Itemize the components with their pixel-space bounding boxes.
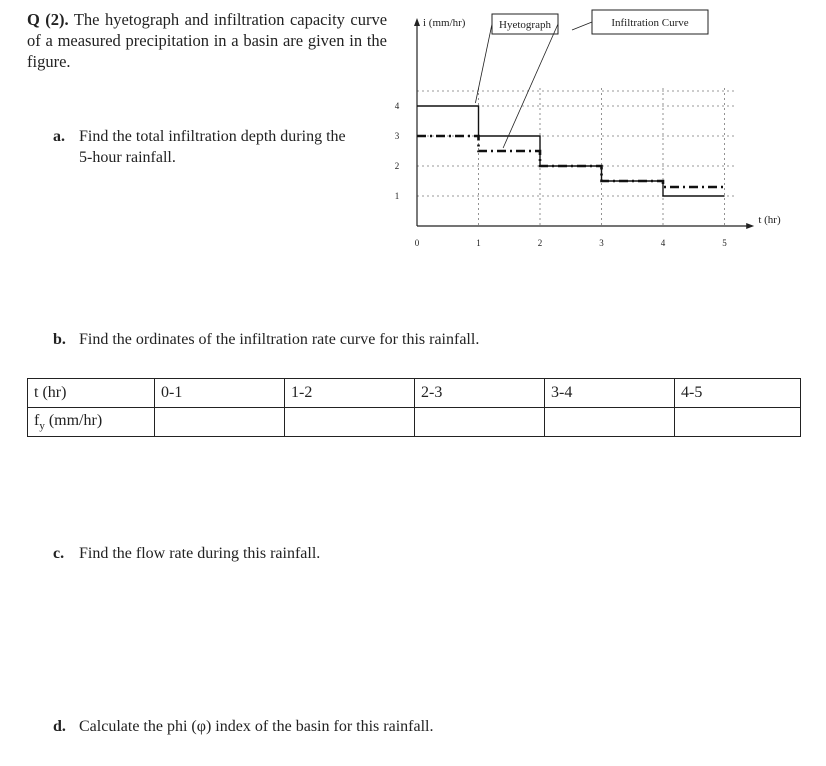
x-tick-label: 2 — [537, 238, 543, 248]
y-tick-label: 1 — [394, 191, 400, 201]
y-axis-arrow — [414, 18, 420, 26]
part-c-label: c. — [53, 545, 65, 562]
x-tick-label: 4 — [660, 238, 666, 248]
x-tick-label: 5 — [722, 238, 727, 248]
part-a-text1: Find the total infiltration depth during the — [79, 128, 346, 145]
hyetograph-series — [417, 106, 725, 196]
x-tick-label: 1 — [476, 238, 481, 248]
answer-cell[interactable] — [415, 408, 545, 437]
question-number: Q (2). — [27, 10, 69, 29]
table-cell-fy — [28, 408, 155, 437]
part-a-text2: 5-hour rainfall. — [79, 149, 176, 166]
part-d-text: Calculate the phi (φ) index of the basin for this rainfall. — [79, 718, 434, 735]
x-axis-arrow — [746, 223, 754, 229]
y-tick-label: 3 — [394, 131, 400, 141]
part-a — [53, 126, 393, 168]
question-body: The hyetograph and infiltration capacity curve of a measured precipitation in a basin are given in the figure. — [27, 10, 388, 71]
table-cell: 0-1 — [155, 379, 285, 408]
infiltration-curve-series — [417, 136, 725, 187]
table-row — [28, 379, 801, 408]
table-cell: 2-3 — [415, 379, 545, 408]
part-b — [53, 329, 479, 350]
legend-label-infiltration: Infiltration Curve — [611, 17, 689, 29]
x-tick-label: 0 — [414, 238, 420, 248]
part-c — [53, 543, 320, 564]
x-tick-label: 3 — [599, 238, 604, 248]
legend-leader-infiltration — [572, 22, 592, 30]
answer-cell[interactable] — [675, 408, 801, 437]
table-cell: 1-2 — [285, 379, 415, 408]
part-a-label: a. — [53, 128, 65, 145]
part-d — [53, 716, 433, 737]
table-cell: t (hr) — [28, 379, 155, 408]
hyetograph-chart — [380, 8, 800, 258]
answer-cell[interactable] — [285, 408, 415, 437]
answer-cell[interactable] — [155, 408, 285, 437]
fy-sub: y — [39, 420, 45, 433]
legend-leader-hyetograph — [503, 24, 558, 148]
answer-cell[interactable] — [545, 408, 675, 437]
y-tick-label: 4 — [394, 101, 400, 111]
x-axis-label: t (hr) — [758, 214, 781, 226]
question-text — [27, 9, 387, 72]
y-tick-label: 2 — [394, 161, 400, 171]
y-axis-label: i (mm/hr) — [423, 17, 466, 29]
fy-unit: (mm/hr) — [44, 411, 103, 429]
part-b-label: b. — [53, 331, 66, 348]
table-row — [28, 408, 801, 437]
part-b-text: Find the ordinates of the infiltration rate curve for this rainfall. — [79, 331, 480, 348]
answer-table — [27, 378, 801, 437]
legend-label-hyetograph: Hyetograph — [499, 19, 551, 31]
part-d-label: d. — [53, 718, 66, 735]
part-c-text: Find the flow rate during this rainfall. — [79, 545, 321, 562]
fy-label: f — [34, 411, 40, 429]
table-cell: 4-5 — [675, 379, 801, 408]
table-cell: 3-4 — [545, 379, 675, 408]
